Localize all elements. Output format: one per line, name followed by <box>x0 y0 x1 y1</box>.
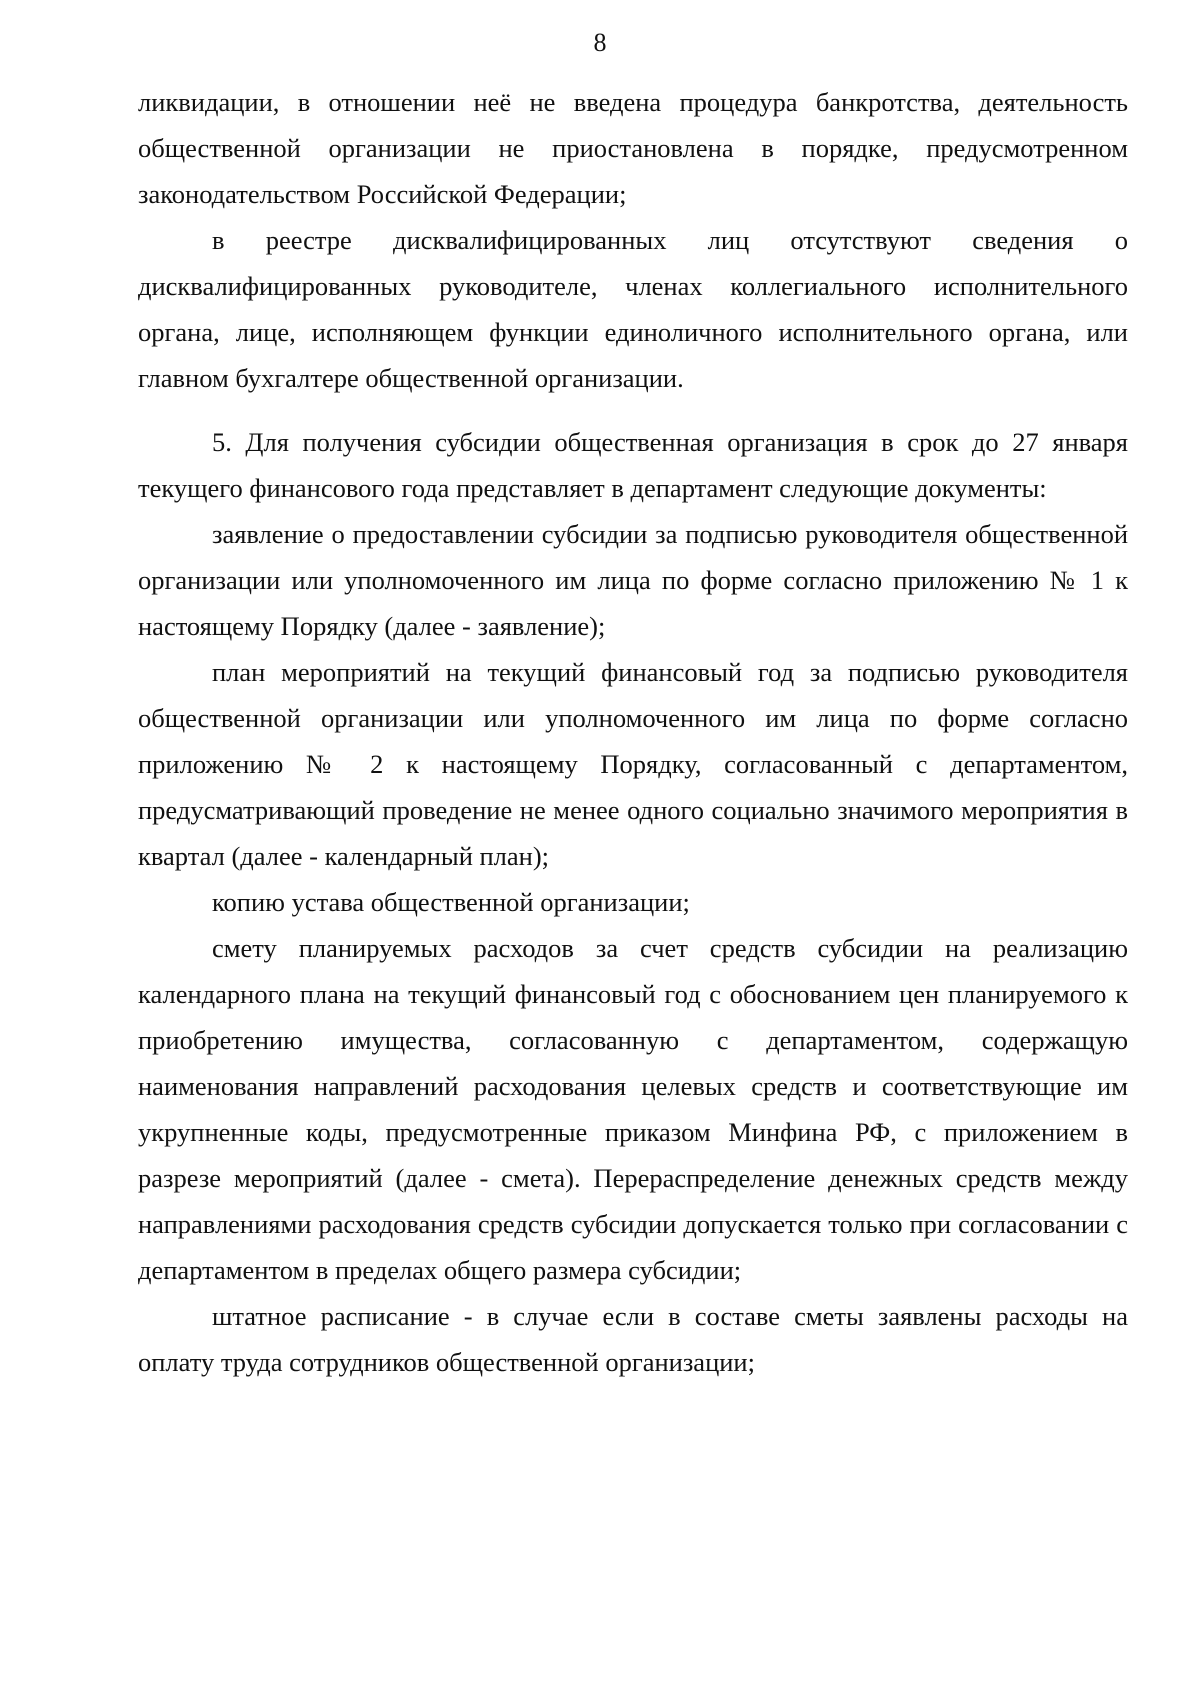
paragraph-disqualified-registry: в реестре дисквалифицированных лиц отсутствуют сведения о дисквалифицированных руководителе, членах коллегиального исполнительного органа, лице, исполняющем функции единоличного исполнительного органа, или главном бухгалтере общественной организации. <box>138 225 1128 393</box>
paragraph-application: заявление о предоставлении субсидии за подписью руководителя общественной организации или уполномоченного им лица по форме согласно приложению № 1 к настоящему Порядку (далее - заявление); <box>138 519 1128 641</box>
paragraph-staff-schedule: штатное расписание - в случае если в составе сметы заявлены расходы на оплату труда сотрудников общественной организации; <box>138 1301 1128 1377</box>
document-body <box>138 79 1128 1385</box>
paragraph-expense-estimate: смету планируемых расходов за счет средств субсидии на реализацию календарного плана на текущий финансовый год с обоснованием цен планируемого к приобретению имущества, согласованную с департаментом, содержащую наименования направлений расходования целевых средств и соответствующие им укрупненные коды, предусмотренные приказом Минфина РФ, с приложением в разрезе мероприятий (далее - смета). Перераспределение денежных средств между направлениями расходования средств субсидии допускается только при согласовании с департаментом в пределах общего размера субсидии; <box>138 933 1128 1285</box>
paragraph-event-plan: план мероприятий на текущий финансовый год за подписью руководителя общественной организации или уполномоченного им лица по форме согласно приложению № 2 к настоящему Порядку, согласованный с департаментом, предусматривающий проведение не менее одного социально значимого мероприятия в квартал (далее - календарный план); <box>138 657 1128 871</box>
paragraph-item-5: 5. Для получения субсидии общественная организация в срок до 27 января текущего финансового года представляет в департамент следующие документы: <box>138 427 1128 503</box>
paragraph-liquidation: ликвидации, в отношении неё не введена процедура банкротства, деятельность общественной организации не приостановлена в порядке, предусмотренном законодательством Российской Федерации; <box>138 87 1128 209</box>
paragraph-charter-copy: копию устава общественной организации; <box>212 887 690 917</box>
page-number: 8 <box>593 28 607 57</box>
